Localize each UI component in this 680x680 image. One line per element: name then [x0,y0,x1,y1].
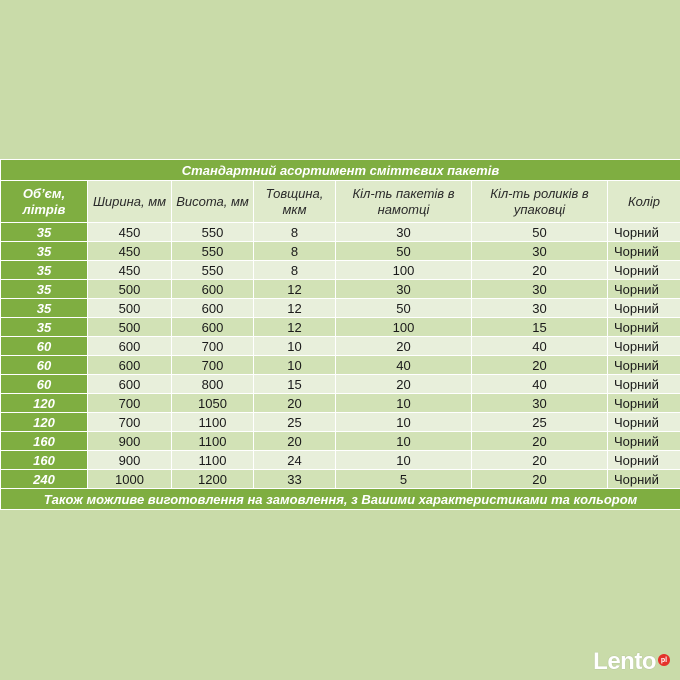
cell-thickness: 20 [254,432,336,451]
table-row [1,470,680,489]
cell-bags-per-roll: 10 [336,432,472,451]
cell-rolls-per-pack: 15 [472,318,608,337]
cell-width: 600 [88,337,172,356]
cell-height: 600 [172,299,254,318]
cell-color: Чорний [608,470,680,489]
cell-width: 900 [88,432,172,451]
cell-bags-per-roll: 10 [336,451,472,470]
cell-thickness: 33 [254,470,336,489]
cell-rolls-per-pack: 40 [472,375,608,394]
cell-volume: 160 [1,451,88,470]
table-row [1,337,680,356]
table-row [1,375,680,394]
cell-volume: 35 [1,299,88,318]
cell-thickness: 25 [254,413,336,432]
header-thickness: Товщина, мкм [254,181,336,223]
lento-logo [593,648,670,676]
cell-rolls-per-pack: 30 [472,299,608,318]
cell-width: 500 [88,280,172,299]
cell-height: 600 [172,280,254,299]
cell-thickness: 12 [254,318,336,337]
cell-width: 500 [88,299,172,318]
cell-bags-per-roll: 40 [336,356,472,375]
header-width: Ширина, мм [88,181,172,223]
table-footer-note: Також можливе виготовлення на замовлення, з Вашими характеристиками та кольором [1,489,680,510]
cell-volume: 35 [1,280,88,299]
cell-color: Чорний [608,261,680,280]
header-height: Висота, мм [172,181,254,223]
cell-width: 900 [88,451,172,470]
cell-volume: 120 [1,394,88,413]
cell-thickness: 24 [254,451,336,470]
header-rolls-per-pack: Кіл-ть роликів в упаковці [472,181,608,223]
cell-rolls-per-pack: 20 [472,451,608,470]
cell-height: 550 [172,242,254,261]
cell-volume: 120 [1,413,88,432]
cell-bags-per-roll: 50 [336,242,472,261]
cell-height: 550 [172,223,254,242]
cell-volume: 60 [1,337,88,356]
cell-thickness: 15 [254,375,336,394]
cell-height: 1100 [172,432,254,451]
table-row [1,280,680,299]
cell-color: Чорний [608,299,680,318]
cell-color: Чорний [608,356,680,375]
cell-height: 1100 [172,413,254,432]
assortment-table [0,159,680,510]
cell-rolls-per-pack: 20 [472,432,608,451]
cell-color: Чорний [608,375,680,394]
table-row [1,432,680,451]
cell-volume: 35 [1,242,88,261]
table-row [1,261,680,280]
table-row [1,413,680,432]
cell-volume: 35 [1,223,88,242]
cell-height: 700 [172,356,254,375]
logo-badge: pl [658,654,670,666]
cell-width: 600 [88,375,172,394]
cell-width: 500 [88,318,172,337]
header-volume: Об’єм, літрів [1,181,88,223]
cell-volume: 60 [1,375,88,394]
cell-color: Чорний [608,318,680,337]
table-body [1,223,680,489]
cell-volume: 60 [1,356,88,375]
cell-height: 1100 [172,451,254,470]
cell-color: Чорний [608,394,680,413]
table-row [1,318,680,337]
cell-rolls-per-pack: 20 [472,356,608,375]
cell-height: 550 [172,261,254,280]
cell-color: Чорний [608,337,680,356]
cell-rolls-per-pack: 20 [472,261,608,280]
table-title: Стандартний асортимент сміттєвих пакетів [1,160,680,181]
cell-bags-per-roll: 10 [336,413,472,432]
cell-width: 700 [88,394,172,413]
cell-bags-per-roll: 20 [336,375,472,394]
cell-bags-per-roll: 50 [336,299,472,318]
cell-height: 1200 [172,470,254,489]
cell-thickness: 8 [254,223,336,242]
cell-height: 700 [172,337,254,356]
cell-width: 600 [88,356,172,375]
cell-height: 1050 [172,394,254,413]
table-row [1,451,680,470]
cell-bags-per-roll: 30 [336,280,472,299]
table-row [1,394,680,413]
cell-width: 700 [88,413,172,432]
cell-bags-per-roll: 5 [336,470,472,489]
table-row [1,223,680,242]
cell-bags-per-roll: 20 [336,337,472,356]
cell-rolls-per-pack: 50 [472,223,608,242]
table-row [1,299,680,318]
cell-rolls-per-pack: 40 [472,337,608,356]
cell-bags-per-roll: 30 [336,223,472,242]
header-color: Колір [608,181,680,223]
logo-text: Lento [593,648,656,675]
cell-width: 450 [88,223,172,242]
cell-color: Чорний [608,223,680,242]
cell-color: Чорний [608,280,680,299]
header-bags-per-roll: Кіл-ть пакетів в намотці [336,181,472,223]
cell-thickness: 10 [254,337,336,356]
cell-color: Чорний [608,413,680,432]
cell-thickness: 12 [254,280,336,299]
table-row [1,242,680,261]
cell-thickness: 8 [254,261,336,280]
cell-volume: 240 [1,470,88,489]
cell-thickness: 12 [254,299,336,318]
cell-bags-per-roll: 100 [336,261,472,280]
cell-rolls-per-pack: 25 [472,413,608,432]
table-row [1,356,680,375]
cell-width: 450 [88,261,172,280]
cell-color: Чорний [608,432,680,451]
cell-thickness: 10 [254,356,336,375]
cell-thickness: 20 [254,394,336,413]
cell-rolls-per-pack: 20 [472,470,608,489]
cell-height: 600 [172,318,254,337]
cell-thickness: 8 [254,242,336,261]
cell-bags-per-roll: 100 [336,318,472,337]
cell-width: 1000 [88,470,172,489]
cell-volume: 35 [1,318,88,337]
cell-volume: 35 [1,261,88,280]
cell-width: 450 [88,242,172,261]
cell-rolls-per-pack: 30 [472,280,608,299]
cell-color: Чорний [608,242,680,261]
cell-volume: 160 [1,432,88,451]
cell-color: Чорний [608,451,680,470]
cell-bags-per-roll: 10 [336,394,472,413]
cell-rolls-per-pack: 30 [472,394,608,413]
cell-height: 800 [172,375,254,394]
cell-rolls-per-pack: 30 [472,242,608,261]
